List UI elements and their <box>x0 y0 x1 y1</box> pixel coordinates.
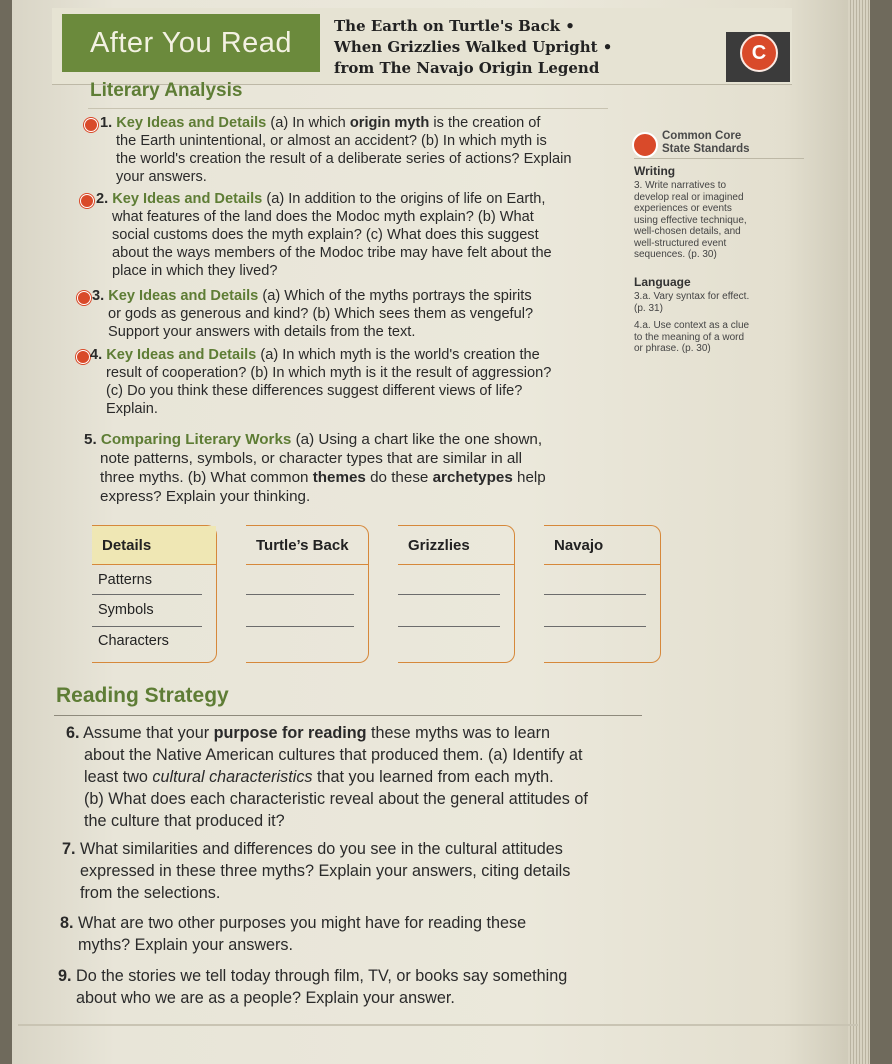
question-6: 6. Assume that your purpose for reading these myths was to learn about the Native American cultures that produced them. (a) Identify at least two cultural characteristics that you learned from each myth. (b) What does each characteristic reveal about the general attitudes of the culture that produced it? <box>66 724 588 830</box>
chart-grizzlies-column <box>398 525 515 663</box>
row-line <box>246 594 354 595</box>
chart-turtle-column <box>246 525 369 663</box>
common-core-badge-icon: C <box>740 34 778 72</box>
chart-details-column <box>92 525 217 663</box>
row-line <box>544 626 646 627</box>
critical-thinking-icon <box>80 194 94 208</box>
literary-analysis-heading: Literary Analysis <box>90 80 243 101</box>
question-3: 3. Key Ideas and Details (a) Which of the myths portrays the spirits or gods as generous and kind? (b) Which sees them as vengeful? Support your answers with details from the text. <box>92 288 534 340</box>
after-you-read-banner: After You Read <box>62 14 320 72</box>
chart-row-label: Characters <box>98 633 169 649</box>
writing-heading: Writing <box>634 164 676 178</box>
language-standard-3a: 3.a. Vary syntax for effect. (p. 31) <box>634 291 750 314</box>
question-2: 2. Key Ideas and Details (a) In addition to the origins of life on Earth, what features of the land does the Modoc myth explain? (b) What social customs does the myth explain? (c) What does this suggest about the ways members of the Modoc tribe may have felt about the place in which they lived? <box>96 191 552 279</box>
question-5: 5. Comparing Literary Works (a) Using a chart like the one shown, note patterns, symbols, or character types that are similar in all three myths. (b) What common themes do these archetypes help express? Explain your thinking. <box>84 431 546 505</box>
divider <box>634 158 804 159</box>
title-line-1: The Earth on Turtle's Back • <box>334 17 575 35</box>
title-line-3: from The Navajo Origin Legend <box>334 59 600 77</box>
row-line <box>92 594 202 595</box>
critical-thinking-icon <box>84 118 98 132</box>
title-line-2: When Grizzlies Walked Upright • <box>334 38 613 56</box>
question-7: 7. What similarities and differences do you see in the cultural attitudes expressed in these three myths? Explain your answers, citing details from the selections. <box>62 840 571 902</box>
row-line <box>92 626 202 627</box>
row-line <box>398 594 500 595</box>
chart-header-details: Details <box>92 526 216 565</box>
reading-strategy-heading: Reading Strategy <box>56 684 229 707</box>
question-8: 8. What are two other purposes you might have for reading these myths? Explain your answers. <box>60 914 527 954</box>
row-line <box>398 626 500 627</box>
selection-titles <box>334 16 734 79</box>
chart-row-label: Patterns <box>98 572 152 588</box>
language-heading: Language <box>634 275 691 289</box>
row-line <box>544 594 646 595</box>
critical-thinking-icon <box>77 291 91 305</box>
divider <box>54 715 642 716</box>
chart-header-grizzlies: Grizzlies <box>398 526 514 565</box>
row-line <box>246 626 354 627</box>
language-standard-4a: 4.a. Use context as a clue to the meaning of a word or phrase. (p. 30) <box>634 320 750 354</box>
sidebar-title: Common Core State Standards <box>662 130 750 155</box>
chart-header-navajo: Navajo <box>544 526 660 565</box>
question-4: 4. Key Ideas and Details (a) In which myth is the world's creation the result of cooperation? (b) In which myth is it the result of aggression? (c) Do you think these differences suggest different views of life? Explain. <box>90 347 552 417</box>
divider <box>88 108 608 109</box>
bottom-divider <box>18 1024 858 1026</box>
chart-header-turtle: Turtle’s Back <box>246 526 368 565</box>
question-1: 1. Key Ideas and Details (a) In which origin myth is the creation of the Earth unintentional, or almost an accident? (b) In which myth is the world's creation the result of a deliberate series of actions? Explain your answers. <box>100 115 572 185</box>
chart-navajo-column <box>544 525 661 663</box>
writing-standard: 3. Write narratives to develop real or imagined experiences or events using effective technique, well-chosen details, and well-structured event sequences. (p. 30) <box>634 180 747 260</box>
common-core-icon <box>632 132 658 158</box>
question-9: 9. Do the stories we tell today through film, TV, or books say something about who we are as a people? Explain your answer. <box>58 967 568 1007</box>
page-edges <box>848 0 870 1064</box>
critical-thinking-icon <box>76 350 90 364</box>
chart-row-label: Symbols <box>98 602 154 618</box>
